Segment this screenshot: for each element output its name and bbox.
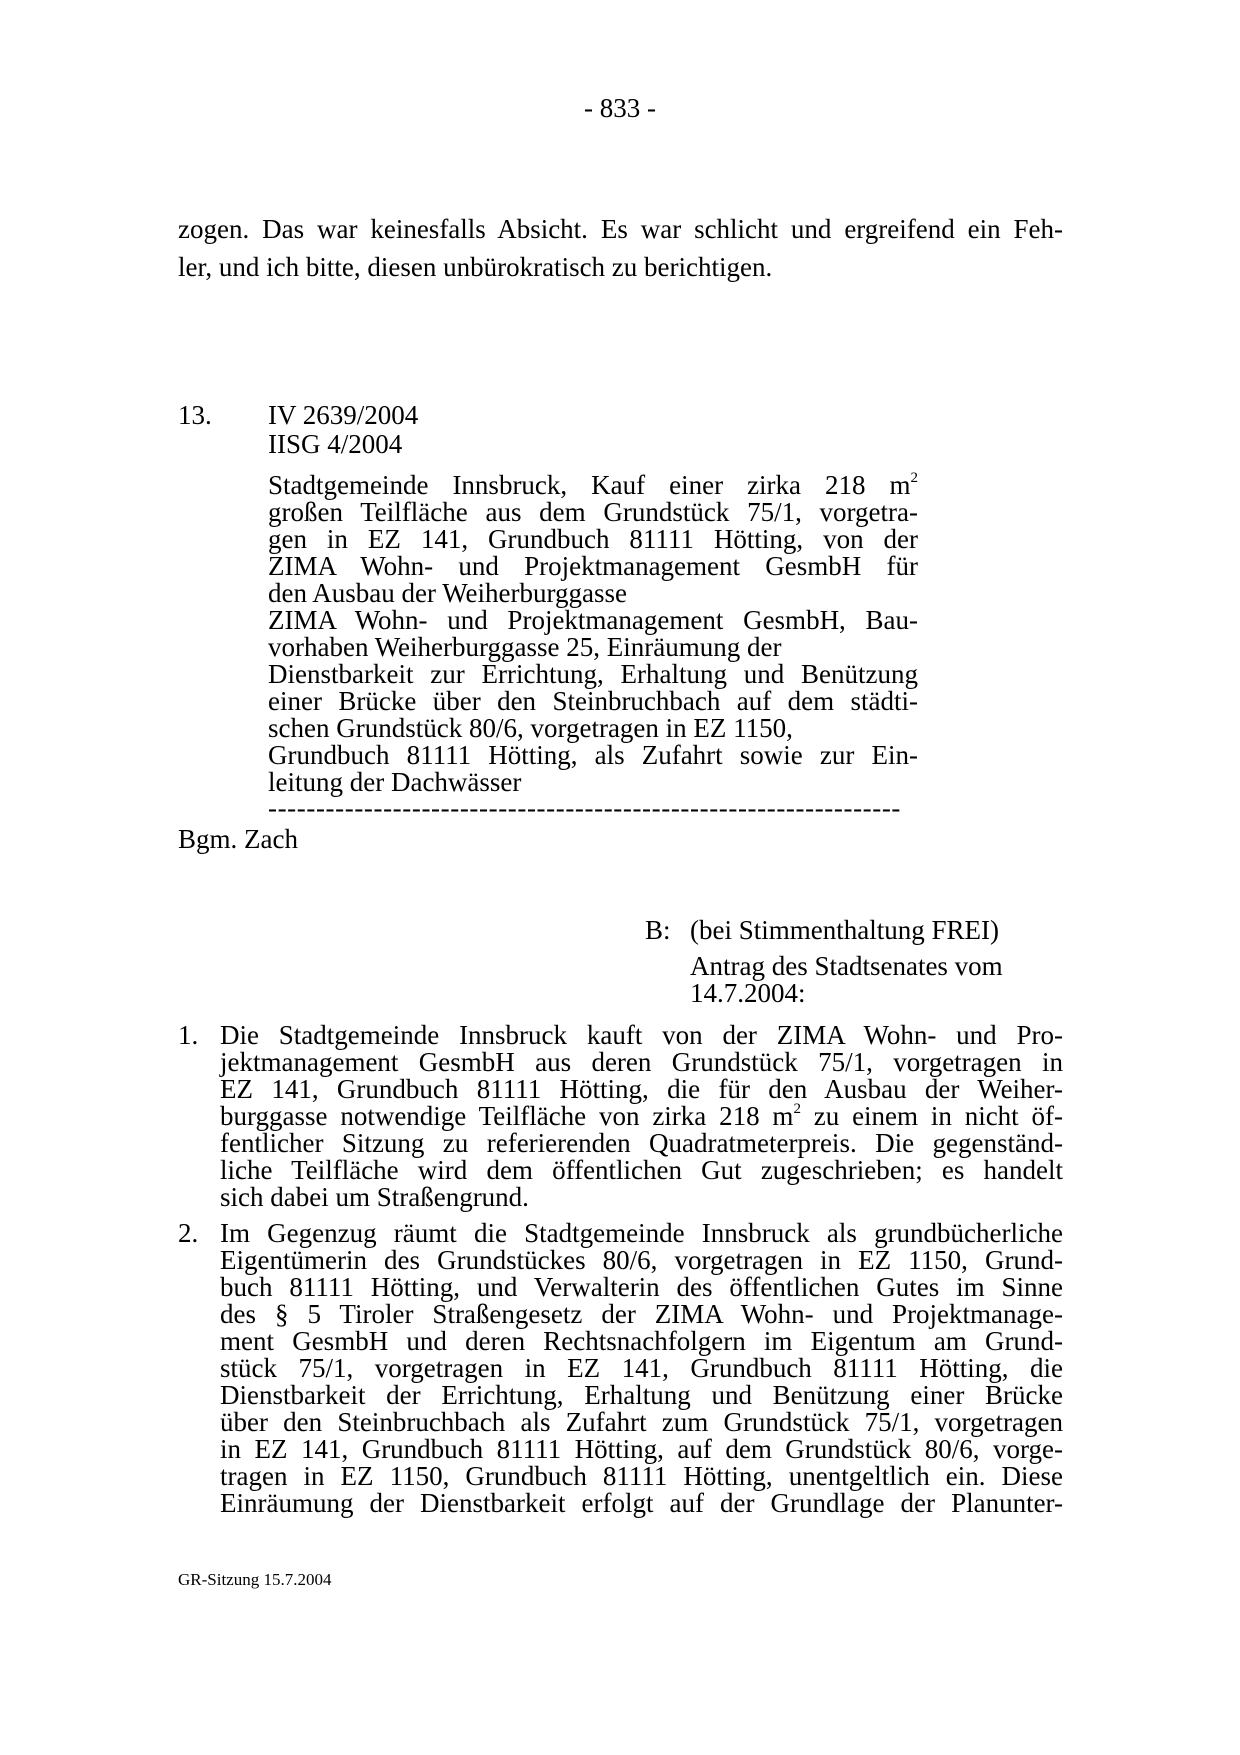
resolution-line: ment GesmbH und deren Rechtsnachfolgern im Eigentum am Grund-	[220, 1326, 1063, 1356]
subject-line: ZIMA Wohn- und Projektmanagement GesmbH, Bau-	[268, 605, 918, 635]
intro-line: zogen. Das war keinesfalls Absicht. Es war schlicht und ergreifend ein Feh-	[178, 214, 1063, 244]
item-reference-2: IISG 4/2004	[268, 429, 403, 459]
subject-line-text: Stadtgemeinde Innsbruck, Kauf einer zirka 218 m	[268, 470, 911, 500]
subject-line: Dienstbarkeit zur Errichtung, Erhaltung und Benützung	[268, 659, 918, 689]
subject-line: großen Teilfläche aus dem Grundstück 75/1, vorgetra-	[268, 497, 918, 527]
subject-line: schen Grundstück 80/6, vorgetragen in EZ 1150,	[268, 713, 793, 743]
resolution-line: Eigentümerin des Grundstückes 80/6, vorgetragen in EZ 1150, Grund-	[220, 1245, 1063, 1275]
subject-line	[268, 472, 918, 499]
resolution-item	[178, 1220, 1063, 1517]
separator-line: ------------------------------------------------------------------	[268, 793, 902, 823]
resolution-line: buch 81111 Hötting, und Verwalterin des öffentlichen Gutes im Sinne	[220, 1272, 1063, 1302]
resolution-line: sich dabei um Straßengrund.	[220, 1182, 529, 1212]
item-number: 13.	[178, 400, 212, 430]
resolution-line-tail: zu einem in nicht öf-	[800, 1101, 1063, 1131]
decision-label: B:	[645, 915, 671, 945]
resolution-line-text: burggasse notwendige Teilfläche von zirka 218 m	[220, 1101, 794, 1131]
resolution-line: stück 75/1, vorgetragen in EZ 141, Grundbuch 81111 Hötting, die	[220, 1353, 1063, 1383]
footer-session-date: GR-Sitzung 15.7.2004	[178, 1570, 332, 1589]
resolution-item	[178, 1022, 1063, 1211]
resolution-line: jektmanagement GesmbH aus deren Grundstück 75/1, vorgetragen in	[220, 1047, 1063, 1077]
resolution-number: 1.	[178, 1020, 199, 1050]
resolution-line: liche Teilfläche wird dem öffentlichen Gut zugeschrieben; es handelt	[220, 1155, 1063, 1185]
resolution-line: Die Stadtgemeinde Innsbruck kauft von der ZIMA Wohn- und Pro-	[220, 1020, 1063, 1050]
superscript: 2	[793, 1101, 801, 1117]
resolution-line	[220, 1103, 1063, 1130]
resolution-line: in EZ 141, Grundbuch 81111 Hötting, auf dem Grundstück 80/6, vorge-	[220, 1434, 1063, 1464]
resolution-line: fentlicher Sitzung zu referierenden Quadratmeterpreis. Die gegenständ-	[220, 1128, 1063, 1158]
resolution-line: Im Gegenzug räumt die Stadtgemeinde Innsbruck als grundbücherliche	[220, 1218, 1063, 1248]
page-number: - 833 -	[584, 93, 656, 123]
antrag-heading	[690, 953, 1003, 1007]
item-subject	[268, 472, 918, 796]
subject-line: gen in EZ 141, Grundbuch 81111 Hötting, von der	[268, 524, 918, 554]
resolution-line: tragen in EZ 1150, Grundbuch 81111 Hötting, unentgeltlich ein. Diese	[220, 1461, 1063, 1491]
resolution-line: EZ 141, Grundbuch 81111 Hötting, die für den Ausbau der Weiher-	[220, 1074, 1063, 1104]
decision-note: (bei Stimmenthaltung FREI)	[690, 915, 999, 945]
resolution-line: Dienstbarkeit der Errichtung, Erhaltung und Benützung einer Brücke	[220, 1380, 1063, 1410]
subject-line: den Ausbau der Weiherburggasse	[268, 578, 627, 608]
resolution-line: über den Steinbruchbach als Zufahrt zum Grundstück 75/1, vorgetragen	[220, 1407, 1063, 1437]
speaker-name: Bgm. Zach	[178, 824, 298, 854]
antrag-line: Antrag des Stadtsenates vom	[690, 951, 1003, 981]
resolution-line: Einräumung der Dienstbarkeit erfolgt auf der Grundlage der Planunter-	[220, 1488, 1063, 1518]
subject-line: einer Brücke über den Steinbruchbach auf dem städti-	[268, 686, 918, 716]
subject-line: ZIMA Wohn- und Projektmanagement GesmbH für	[268, 551, 918, 581]
intro-line: ler, und ich bitte, diesen unbürokratisch zu berichtigen.	[178, 252, 773, 282]
resolution-line: des § 5 Tiroler Straßengesetz der ZIMA Wohn- und Projektmanage-	[220, 1299, 1063, 1329]
resolution-number: 2.	[178, 1218, 199, 1248]
resolution-text	[220, 1022, 1063, 1211]
item-reference-1: IV 2639/2004	[268, 400, 419, 430]
subject-line: vorhaben Weiherburggasse 25, Einräumung der	[268, 632, 782, 662]
intro-paragraph	[178, 210, 1063, 286]
subject-line: Grundbuch 81111 Hötting, als Zufahrt sowie zur Ein-	[268, 740, 918, 770]
antrag-line: 14.7.2004:	[690, 978, 806, 1008]
superscript: 2	[910, 470, 918, 486]
resolution-text	[220, 1220, 1063, 1517]
subject-line: leitung der Dachwässer	[268, 767, 522, 797]
